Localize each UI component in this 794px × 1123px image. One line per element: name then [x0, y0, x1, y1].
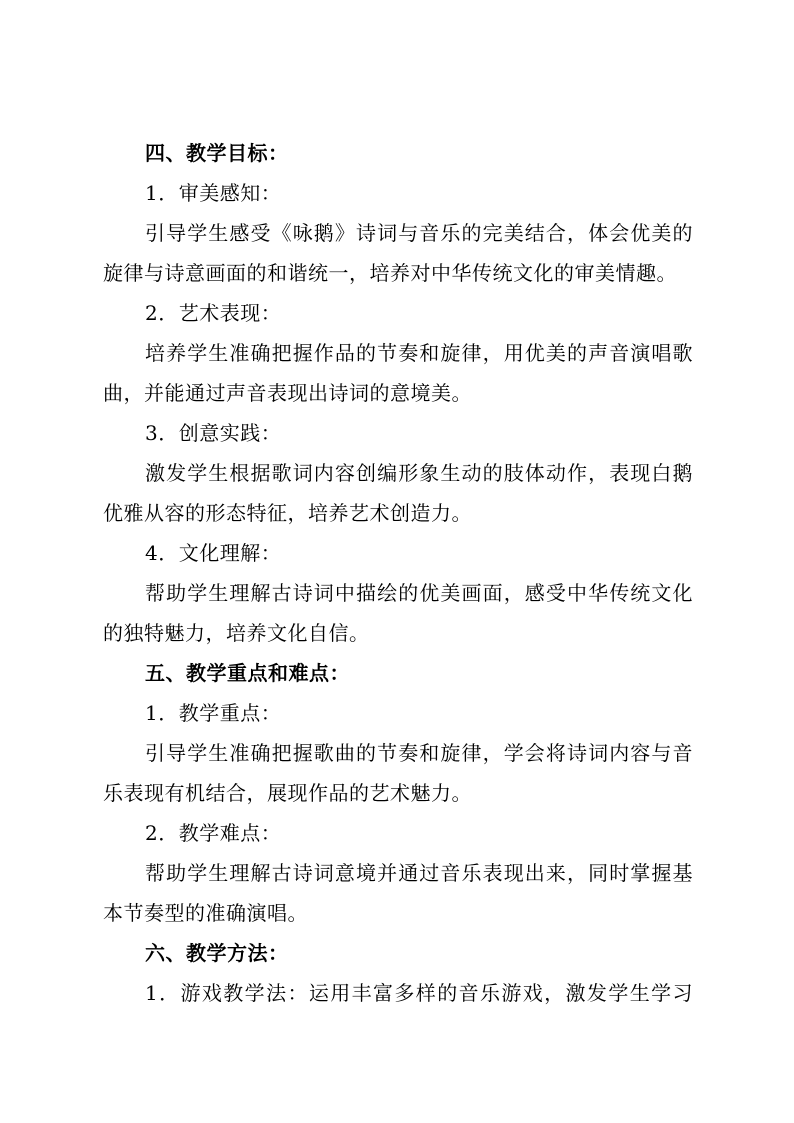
paragraph-line: 帮助学生理解古诗词中描绘的优美画面，感受中华传统文化: [145, 581, 693, 605]
paragraph-line: 旋律与诗意画面的和谐统一，培养对中华传统文化的审美情趣。: [103, 261, 677, 285]
paragraph-line: 曲，并能通过声音表现出诗词的意境美。: [103, 381, 472, 405]
objective-title-creative-practice: 3．创意实践：: [145, 421, 282, 445]
method-line-game-teaching: 1．游戏教学法：运用丰富多样的音乐游戏，激发学生学习: [145, 981, 693, 1005]
paragraph-line: 的独特魅力，培养文化自信。: [103, 621, 370, 645]
paragraph-line: 引导学生准确把握歌曲的节奏和旋律，学会将诗词内容与音: [145, 741, 693, 765]
paragraph-line: 优雅从容的形态特征，培养艺术创造力。: [103, 501, 472, 525]
objective-title-cultural-understanding: 4．文化理解：: [145, 541, 282, 565]
document-body: [103, 133, 693, 1013]
section-heading-teaching-methods: 六、教学方法：: [145, 941, 289, 965]
paragraph-line: 引导学生感受《咏鹅》诗词与音乐的完美结合，体会优美的: [145, 221, 693, 245]
section-heading-key-points-difficulties: 五、教学重点和难点：: [145, 661, 350, 685]
paragraph-line: 培养学生准确把握作品的节奏和旋律，用优美的声音演唱歌: [145, 341, 693, 365]
paragraph-line: 本节奏型的准确演唱。: [103, 901, 308, 925]
paragraph-line: 帮助学生理解古诗词意境并通过音乐表现出来，同时掌握基: [145, 861, 693, 885]
item-title-key-points: 1．教学重点：: [145, 701, 282, 725]
objective-title-artistic-expression: 2．艺术表现：: [145, 301, 282, 325]
section-heading-teaching-objectives: 四、教学目标：: [145, 141, 289, 165]
item-title-difficulties: 2．教学难点：: [145, 821, 282, 845]
objective-title-aesthetic-perception: 1．审美感知：: [145, 181, 282, 205]
paragraph-line: 乐表现有机结合，展现作品的艺术魅力。: [103, 781, 472, 805]
paragraph-line: 激发学生根据歌词内容创编形象生动的肢体动作，表现白鹅: [145, 461, 693, 485]
